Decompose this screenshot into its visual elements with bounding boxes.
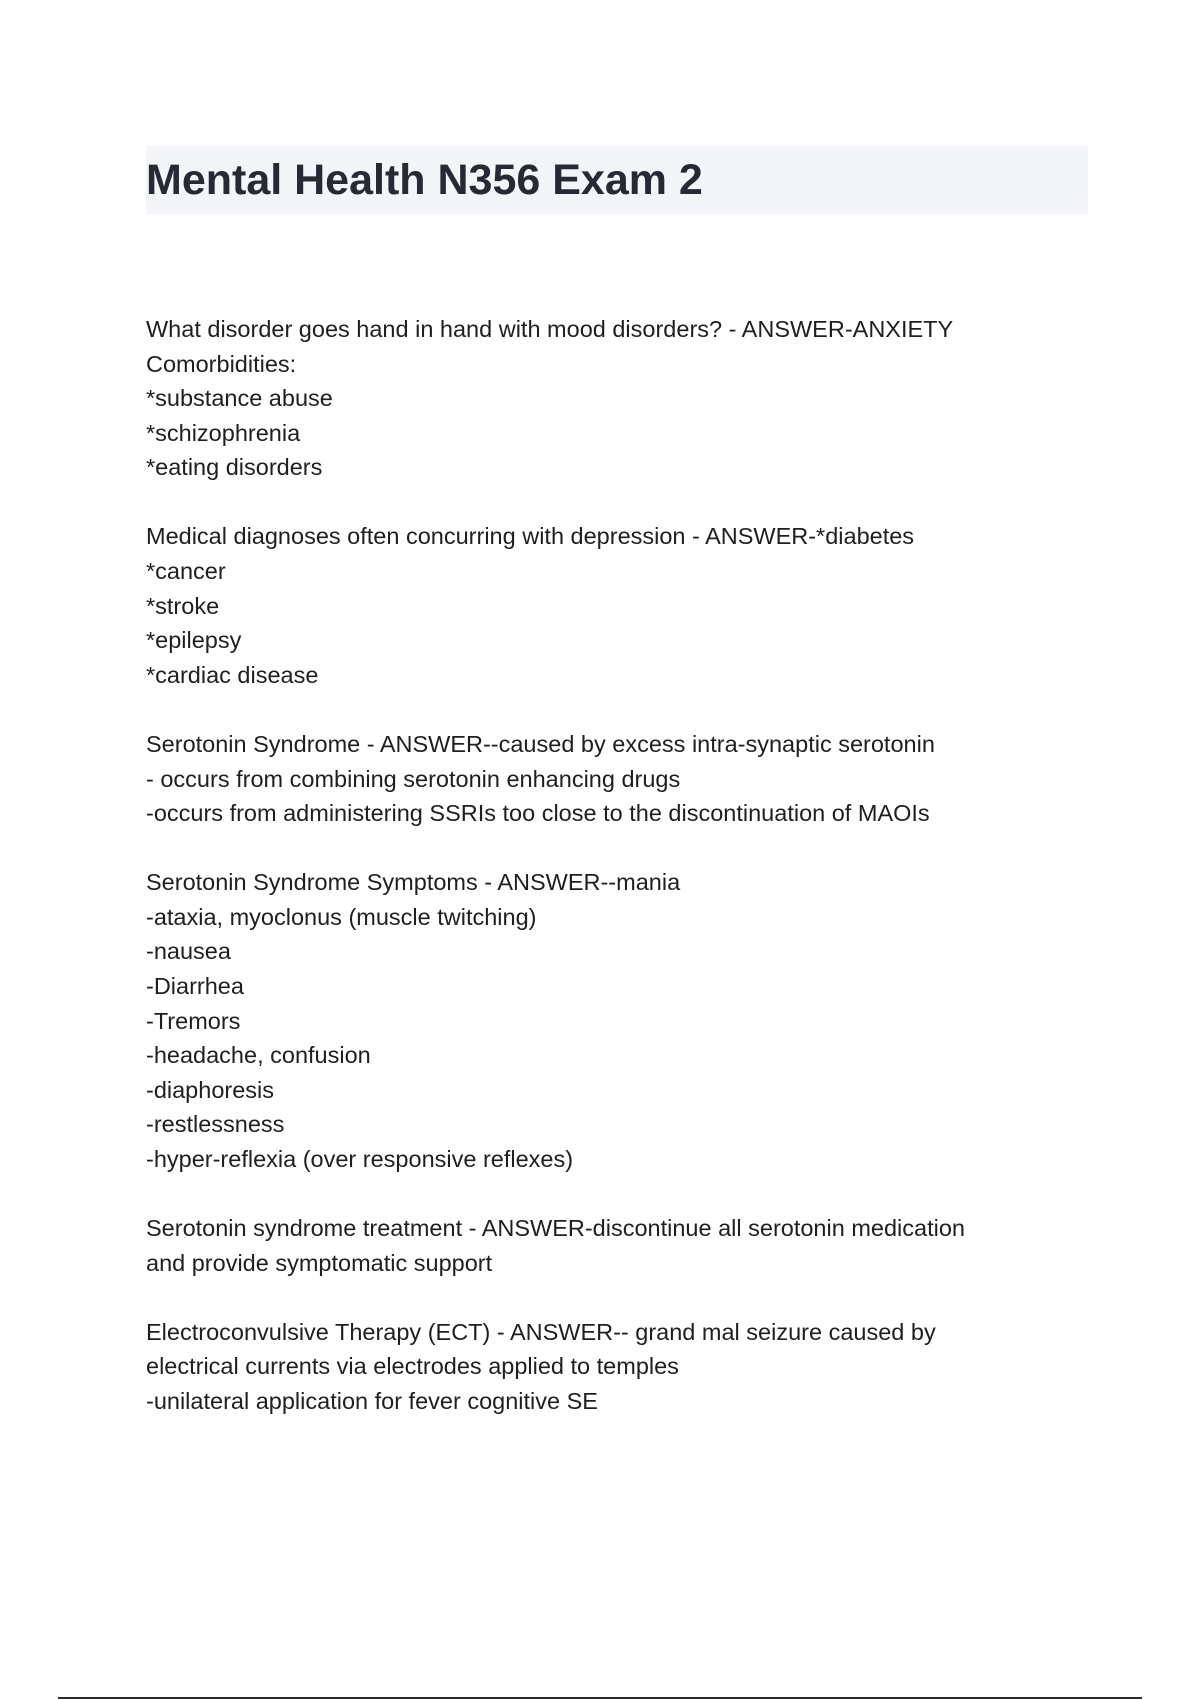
qa-entry-ect — [146, 1315, 1086, 1419]
answer-line: Comorbidities: — [146, 350, 297, 377]
answer-line: -ataxia, myoclonus (muscle twitching) — [146, 903, 537, 930]
question-answer-line: Serotonin Syndrome - ANSWER--caused by excess intra-synaptic serotonin — [146, 730, 935, 757]
qa-entry-serotonin-symptoms — [146, 865, 1086, 1176]
qa-entry-serotonin-syndrome — [146, 727, 1086, 831]
answer-line: *eating disorders — [146, 454, 323, 481]
answer-line: -Diarrhea — [146, 973, 244, 999]
answer-line: *cancer — [146, 558, 226, 585]
document-body — [146, 312, 1086, 1453]
answer-line: -diaphoresis — [146, 1076, 275, 1103]
answer-line: *schizophrenia — [146, 419, 301, 446]
answer-line: -Tremors — [146, 1007, 241, 1034]
answer-line: and provide symptomatic support — [146, 1249, 493, 1276]
question-answer-line: Electroconvulsive Therapy (ECT) - ANSWER-- grand mal seizure caused by — [146, 1318, 936, 1345]
question-answer-line: Serotonin syndrome treatment - ANSWER-discontinue all serotonin medication — [146, 1215, 965, 1242]
answer-line: electrical currents via electrodes applied to temples — [146, 1353, 679, 1380]
answer-line: *stroke — [146, 592, 220, 619]
document-title: Mental Health N356 Exam 2 — [146, 156, 703, 204]
answer-line: -hyper-reflexia (over responsive reflexes) — [146, 1145, 574, 1172]
answer-line: *substance abuse — [146, 385, 333, 412]
footer-divider — [58, 1697, 1142, 1699]
answer-line: -headache, confusion — [146, 1042, 371, 1069]
answer-line: -restlessness — [146, 1111, 285, 1138]
question-answer-line: Medical diagnoses often concurring with depression - ANSWER-*diabetes — [146, 523, 915, 550]
qa-entry-medical-diagnoses — [146, 519, 1086, 692]
answer-line: -unilateral application for fever cognitive SE — [146, 1387, 598, 1414]
answer-line: - occurs from combining serotonin enhancing drugs — [146, 765, 681, 792]
answer-line: -occurs from administering SSRIs too close to the discontinuation of MAOIs — [146, 800, 930, 827]
answer-line: *epilepsy — [146, 627, 242, 654]
answer-line: -nausea — [146, 938, 231, 965]
question-answer-line: Serotonin Syndrome Symptoms - ANSWER--mania — [146, 869, 681, 896]
answer-line: *cardiac disease — [146, 661, 319, 688]
qa-entry-anxiety — [146, 312, 1086, 485]
qa-entry-serotonin-treatment — [146, 1211, 1086, 1280]
question-answer-line: What disorder goes hand in hand with mood disorders? - ANSWER-ANXIETY — [146, 316, 954, 342]
